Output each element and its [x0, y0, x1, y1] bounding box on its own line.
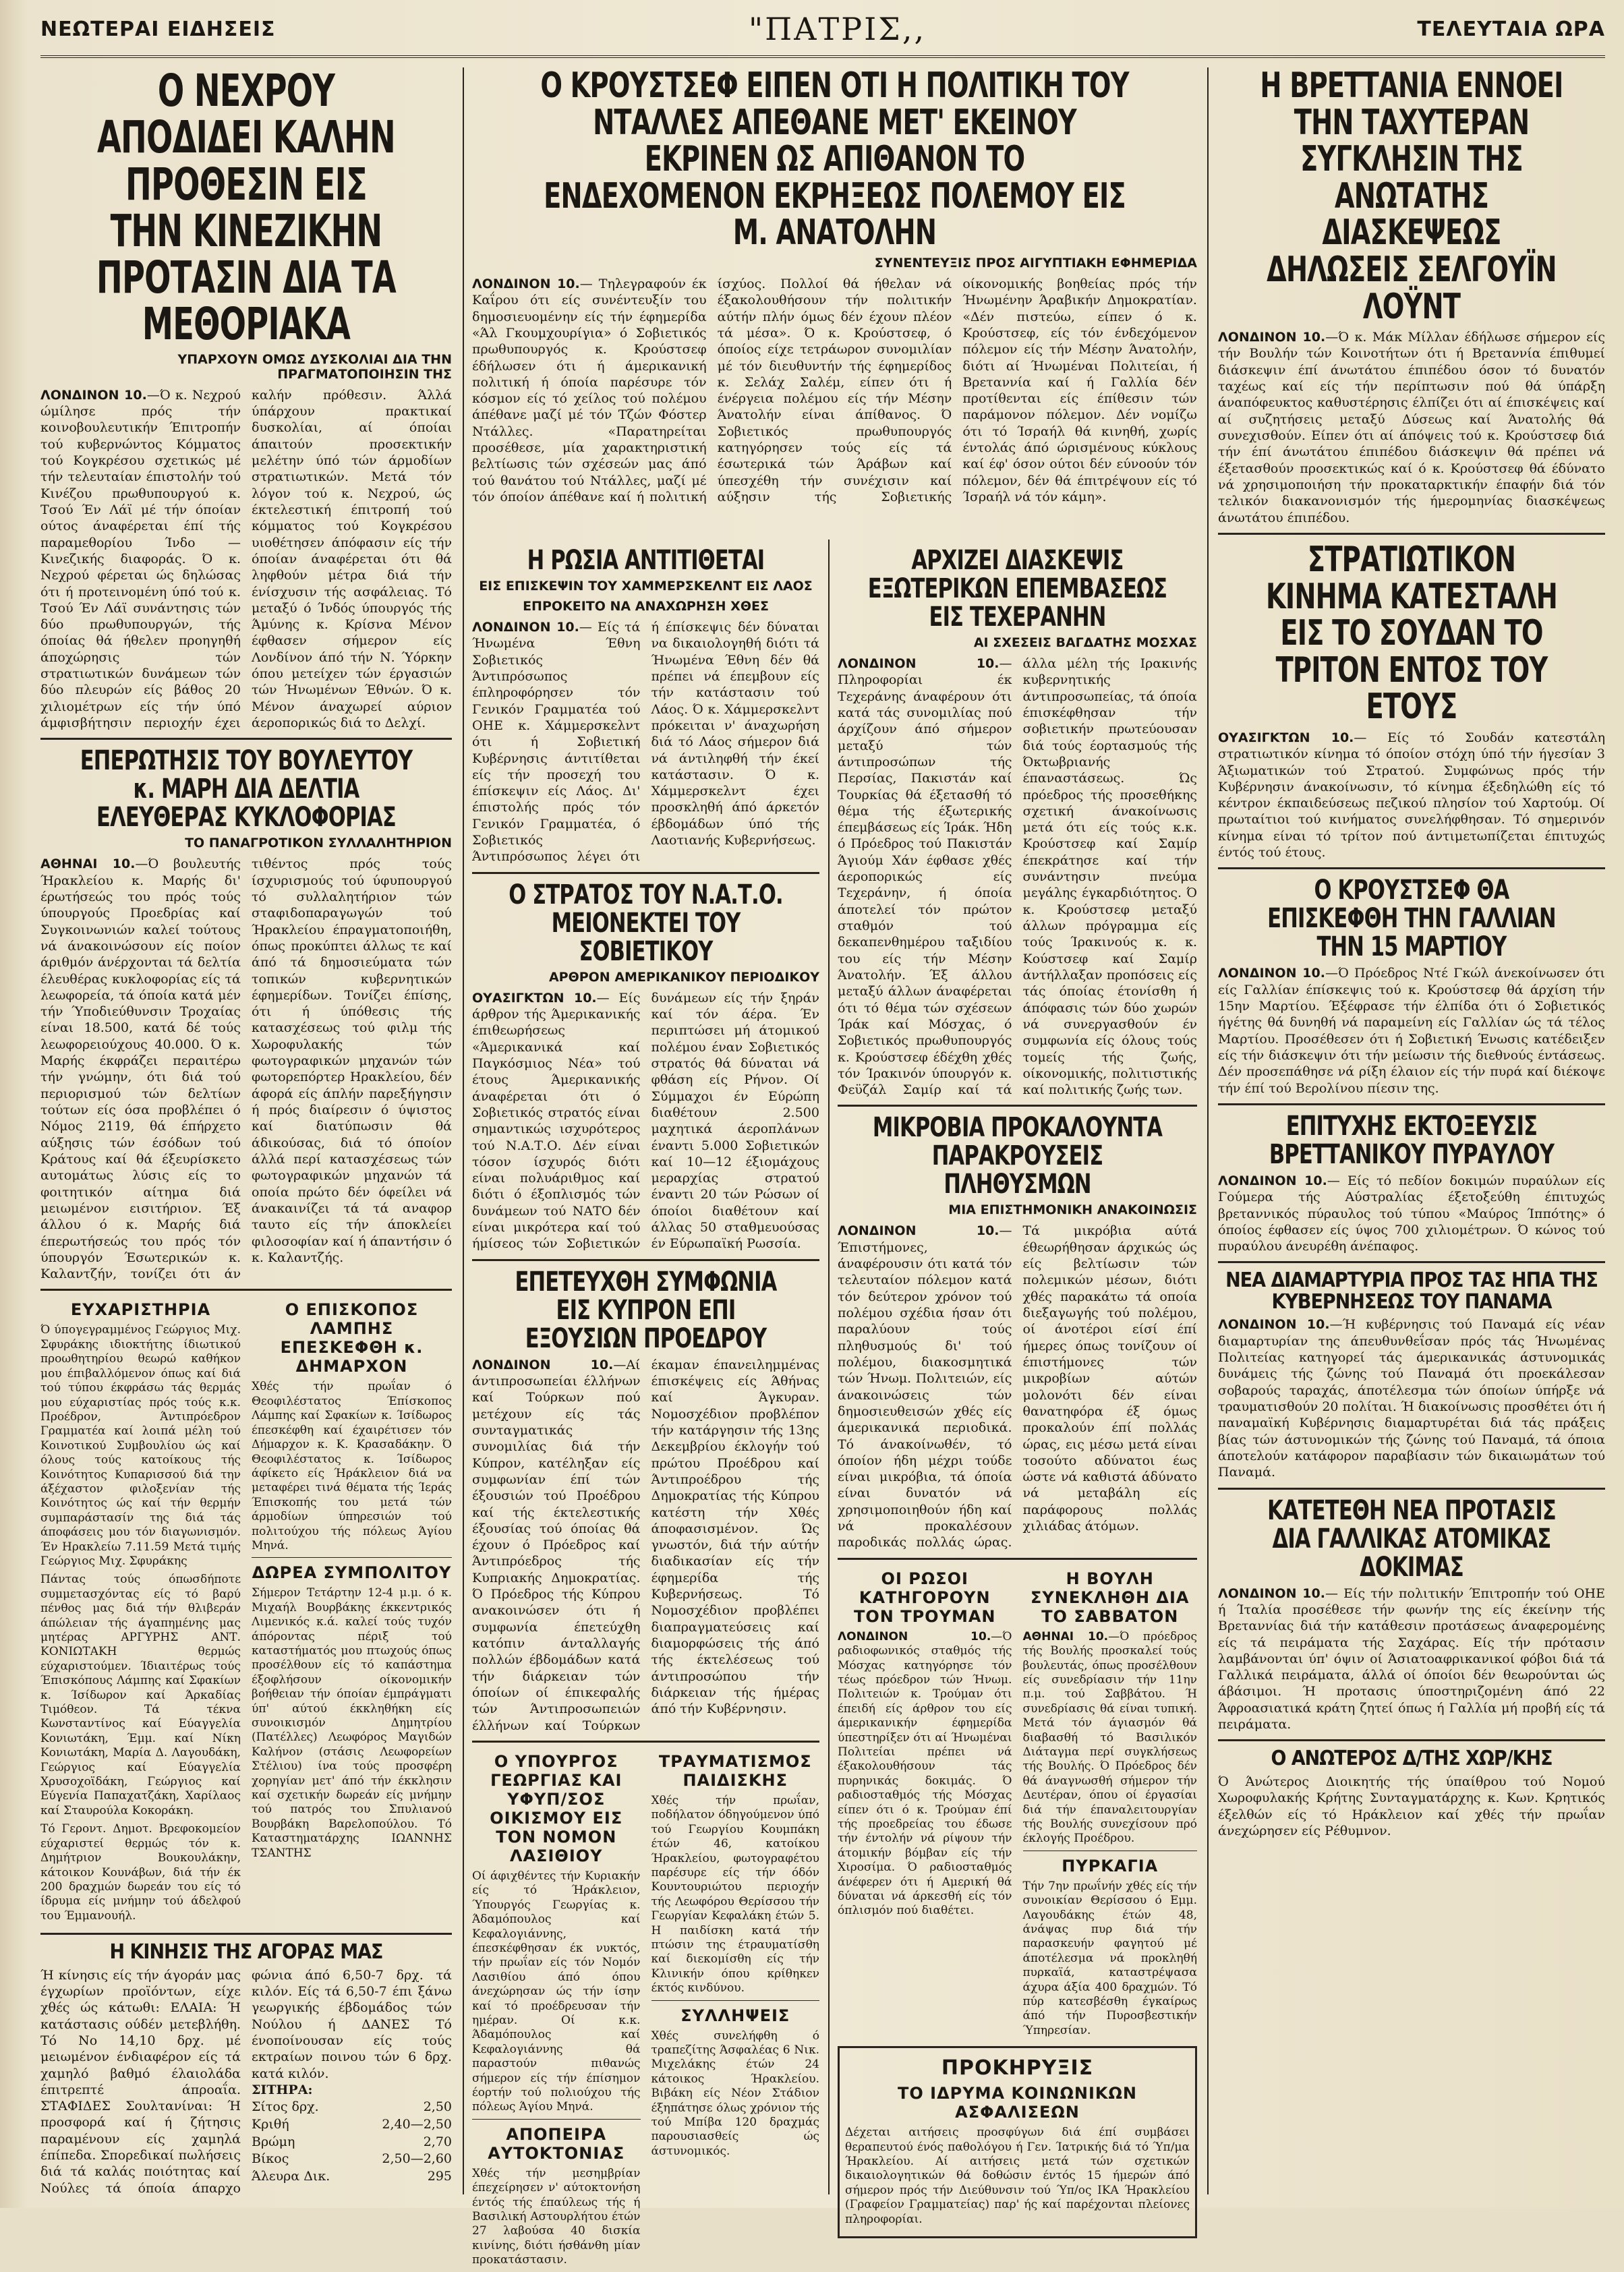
masthead-title: "ΠΑΤΡΙΣ,,	[749, 11, 927, 47]
notices-row	[40, 1298, 452, 1927]
article-text: — Είς τό Σουδάν κατεστάλη στρατιωτικόν κίνημα τό όποίον στόχη ύπό τήν ήγεσίαν 3 Άξιωματικών τού Στρατού. Συμφώνως πρός τήν Κυβέρνησιν άνακοίνωσιν, τό κίνημα έξεδηλώθη είς τό κέντρον έκπαιδεύσεως πεζικού πλησίον τού Χαρτούμ. Οί πρωταίτιοι τού κινήματος συνελήφθησαν. Τό σημερινόν κίνημα είναι τό τρίτον πού άντιμετωπίζεται έπιτυχώς έντός τού έτους.	[1218, 730, 1606, 861]
dateline: ΑΘΗΝΑΙ 10.	[40, 856, 136, 872]
donation-text: Σήμερον Τετάρτην 12-4 μ.μ. ό κ. Μιχαήλ Βουρβάκης έκκεντρικός Λιμενικός κ.ά. καλεί τούς τυχόν άπόροντας πέριξ τού καταστήματός μου πτωχούς όπως προσέλθουν είς τό καπάστημα έξοφλήσουν οίκονομικήν βοήθειαν τήν όποίαν έμπράγματι ύπ' αύτού έκκληθήκη είς συνοικισμόν Δημητρίου (Πατέλλες) Λεωφόρος Μαγιδών Καλήνον (στάσις Λεωφορείων Στέλιου) ίνα τούς προσφέρη χορηγίαν μετ' άπό τήν έκκλησιν καί σχετικήν δωρεάν είς μνήμην τού πατρός του Σπυλιανού Βουρβάκη Βαρελοπούλου. Τό Καταστηματάρχης ΙΩΑΝΝΗΣ ΤΣΑΝΤΗΣ	[252, 1586, 452, 1860]
divider	[252, 1557, 452, 1558]
column-rule	[463, 67, 464, 2194]
article-nehru	[40, 387, 452, 732]
dateline: ΛΟΝΔΙΝΟΝ 10.	[472, 276, 580, 291]
article-text: — Τηλεγραφούν έκ Καΐρου ότι είς συνέντευξίν του δημοσιευομένην είς τήν έφημερίδα «Άλ Γκουμχουρίγια» ό Σοβιετικός πρωθυπουργός κ. Κρούστσεφ έδήλωσεν ότι ή άμερικανική πολιτική ή όποία παρέσυρε τόν κόσμον είς τό χείλος τού πολέμου άπέθανε μαζί μέ τόν Τζών Φόστερ Ντάλλες. «Παρατηρείται προσέθεσε, μία χαρακτηριστική βελτίωσις τών σχέσεών μας άπό τού θανάτου τού Ντάλλες, μαζί μέ τόν όποίον άπέθανε καί ή πολιτική ίσχύος. Πολλοί θά ήθελαν νά έξακολουθήσουν τήν πολιτικήν αύτήν πλήν όμως δέν έχουν πλέον τά μέσα». Ό κ. Κρούστσεφ, ό όποίος είχε τετράωρον συνομιλίαν μέ τόν διευθυντήν τής έφημερίδος κ. Σελάχ Σαλέμ, είπεν ότι ή ένέργεια πολέμου είς τήν Μέσην Άνατολήν είναι άπίθανος. Ό Σοβιετικός πρωθυπουργός κατηγόρησεν τούς είς τά έσωτερικά τών Άράβων καί ύπεσχέθη τήν συνέχισιν καί αύξησιν τής Σοβιετικής οίκονομικής βοηθείας πρός τήν Ήνωμένην Άραβικήν Δημοκρατίαν. «Δέν πιστεύω, είπεν ό κ. Κρούστσεφ, είς τόν ένδεχόμενον πόλεμον είς τήν Μέσην Άνατολήν, διότι αί Ήνωμέναι Πολιτείαι, ή Βρεταννία καί ή Γαλλία δέν προτίθενται είς έπίθεσιν τών παράμονον πόλεμον. Δέν νομίζω ότι τό Ίσραήλ θά κινηθή, χωρίς έντολάς άπό ώρισμένους κύκλους καί έφ' όσον ούτοι δέν εύνοούν τόν πόλεμον, δέν θά έπιτρέψουν είς τό Ίσραήλ νά τόν κάμη».	[472, 276, 1197, 505]
thanks-notices	[40, 1298, 241, 1927]
article-khrushchev-france	[1218, 965, 1605, 1097]
headline-maris: ΕΠΕΡΩΤΗΣΙΣ ΤΟΥ ΒΟΥΛΕΥΤΟΥ κ. ΜΑΡΗ ΔΙΑ ΔΕΛΤΙΑ ΕΛΕΥΘΕΡΑΣ ΚΥΚΛΟΦΟΡΙΑΣ	[80, 745, 413, 834]
banner-khrushchev	[472, 67, 1197, 540]
article-fire: Τήν 7ην πρωΐνήν χθές είς τήν συνοικίαν Θερίσσου ό Εμμ. Λαγουδάκης έτών 48, άνάψας πυρ διά τήν παρασκευήν φαγητού μέ άποτέλεσμα νά προκληθή πυρκαϊά, καταστρέψασα άχυρα άξία 400 δραχμών. Τό πύρ κατεσβέσθη έγκαίρως άπό τήν Πυροσβεστικήν Ύπηρεσίαν.	[1022, 1879, 1197, 2037]
divider	[1218, 1739, 1605, 1741]
dateline: ΛΟΝΔΙΝΟΝ 10.	[1218, 966, 1325, 981]
subhead-announcement: ΤΟ ΙΔΡΥΜΑ ΚΟΙΝΩΝΙΚΩΝ ΑΣΦΑΛΙΣΕΩΝ	[898, 2084, 1137, 2122]
article-text: —Ό κ. Μάκ Μίλλαν έδήλωσε σήμερον είς τήν Βουλήν τών Κοινοτήτων ότι ή Βρεταννία έπιθυμεί διάσκεψιν έπί άνωτάτου έπιπέδου όσον τό δυνατόν ταχέως καί είς τήν περίπτωσιν πού θά ύπάρξη άναπόφευκτος καθυστέρησις έλπίζει ότι αί έπισκέψεις καί αί συζητήσεις μεταξύ Δύσεως καί Άνατολής θά συνεχισθούν. Είπεν ότι αί άπόψεις τού κ. Κρούστσεφ διά τήν έπί άνωτάτου έπιπέδου διάσκεψιν θά πρέπει νά έξετασθούν προσεκτικώς καί ό κ. Κρούστσεφ θά έδύνατο νά χρησιμοποιήση τήν προκαταρκτικήν έπαφήν διά τόν τελικόν διακανονισμόν τής ήμερομηνίας διασκέψεως άνωτάτου έπιπέδου.	[1218, 330, 1605, 525]
announcement-box	[838, 2046, 1197, 2238]
headline-arrests: ΣΥΛΛΗΨΕΙΣ	[680, 2006, 790, 2025]
headline-nato: Ο ΣΤΡΑΤΟΣ ΤΟΥ Ν.Α.Τ.Ο. ΜΕΙΟΝΕΚΤΕΙ ΤΟΥ ΣΟΒΙΕΤΙΚΟΥ	[509, 879, 783, 967]
headline-microbes: ΜΙΚΡΟΒΙΑ ΠΡΟΚΑΛΟΥΝΤΑ ΠΑΡΑΚΡΟΥΣΕΙΣ ΠΛΗΘΥΣΜΩΝ	[872, 1112, 1163, 1200]
article-khrushchev-dulles	[472, 276, 1197, 505]
article-panama-protest	[1218, 1316, 1605, 1480]
article-police-commander: Ό Άνώτερος Διοικητής τής ύπαίθρου τού Νομού Χωροφυλακής Κρήτης Συνταγματάρχης κ. Κων. Κρητικός έξελθών είς τό Ηράκλειον καί χθές τήν πρωΐαν άνεχώρησεν είς Ρέθυμνον.	[1218, 1774, 1605, 1838]
thanks-text: Τό Γεροντ. Δημοτ. Βρεφοκομείον εύχαριστεί θερμώς τόν κ. Δημήτριον Βουκουλάκην, κάτοικον Κουνάβων, διά τήν έκ 200 δραχμών δωρεάν του είς τό ίδρυμα είς μνήμην τού άδελφού του Έμμανουήλ.	[40, 1822, 241, 1923]
price-row: Βρώμη 2,70	[252, 2134, 452, 2149]
masthead	[40, 11, 1605, 58]
headline-suicide-attempt: ΑΠΟΠΕΙΡΑ ΑΥΤΟΚΤΟΝΙΑΣ	[488, 2124, 625, 2163]
bishop-heading: Ο ΕΠΙΣΚΟΠΟΣ ΛΑΜΠΗΣ ΕΠΕΣΚΕΦΘΗ κ. ΔΗΜΑΡΧΟΝ	[280, 1300, 424, 1376]
article-text: —Ή κυβέρνησις τού Παναμά είς νέαν διαμαρτυρίαν της άπευθυνθεΐσαν πρός τάς Ήνωμένας Πολιτείας κατηγορεί τάς άμερικανικάς άστυνομικάς δυνάμεις τής ζώνης τού Παναμά ότι προεκάλεσαν σοβαρούς ταραχάς, άποτέλεσμα τών όποίων ύπήρξε νά τραυματισθούν 20 πολίται. Ή διακοίνωσις προσθέτει ότι ή παναμαϊκή Κυβέρνησις διαμαρτυρέται διά τάς πράξεις βίας τών άστυνομικών τής ζώνης τού Παναμά, τά όποια άποτελούν κατάφορον παραβίασιν τών δικαιωμάτων τού Παναμά.	[1218, 1317, 1605, 1480]
column-rule	[1207, 67, 1209, 2194]
article-rocket-launch	[1218, 1173, 1605, 1255]
article-truman: ΛΟΝΔΙΝΟΝ 10.—Ό ραδιοφωνικός σταθμός τής Μόσχας κατηγόρησε τόν τέως πρόεδρον τών Ήνωμ. Πολιτειών κ. Τρούμαν ότι έπειδή είς άρθρον του είς άμερικανικήν έφημερίδα ύπεστηρίξεν ότι αί Ήνωμέναι Πολιτείαι πρέπει νά έξακολουθήσουν τάς πυρηνικάς δοκιμάς. Ό ραδιοσταθμός τής Μόσχας είπεν ότι ό κ. Τρούμαν έπί τής προεδρείας του έδωσε τήν έντολήν νά ρίψουν τήν άτομικήν βόμβαν είς τήν Χιροσίμα. Ό ραδιοσταθμός άνέφερεν ότι ή Αμερική θά δύναται νά άρκεσθή είς τόν όπλισμόν πού διαθέτει.	[838, 1629, 1012, 1918]
thanks-text: Πάντας τούς όπωσδήποτε συμμετασχόντας είς τό βαρύ πένθος μας διά τήν θλιβεράν άπώλειαν τής άγαπημένης μας μητέρας ΑΡΓΥΡΗΣ ΑΝΤ. ΚΟΝΙΩΤΑΚΗ θερμώς εύχαριστούμεν. Ίδιαιτέρως τούς Έπισκόπους Λάμπης καί Σφακίων κ. Ίσίδωρον καί Άρκαδίας Τιμόθεον. Τά τέκνα Κωνσταντίνος καί Εύαγγελία Κονιωτάκη, Έμμ. καί Νίκη Κονιωτάκη, Μαρία Δ. Λαγουδάκη, Γεώργιος καί Εύαγγελία Χρυσοχοϊδάκη, Γεώργιος καί Εύγενία Παπαχατζάκη, Χαρίλαος καί Σταυρούλα Κοκοράκη.	[40, 1573, 241, 1817]
headline-truman: ΟΙ ΡΩΣΟΙ ΚΑΤΗΓΟΡΟΥΝ ΤΟΝ ΤΡΟΥΜΑΝ	[854, 1569, 996, 1626]
headline-police-commander: Ο ΑΝΩΤΕΡΟΣ Δ/ΤΗΣ ΧΩΡ/ΚΗΣ	[1271, 1747, 1553, 1771]
headline-cyprus: ΕΠΕΤΕΥΧΘΗ ΣΥΜΦΩΝΙΑ ΕΙΣ ΚΥΠΡΟΝ ΕΠΙ ΕΞΟΥΣΙΩΝ ΠΡΟΕΔΡΟΥ	[515, 1266, 777, 1354]
article-text: —Αί άντιπροσωπείαι έλλήνων καί Τούρκων πού μετέχουν είς τάς συνταγματικάς συνομιλίας διά τήν Κύπρον, κατέληξαν είς συμφωνίαν έπί τών έξουσιών τού Προέδρου καί τής έκτελεστικής έξουσίας τού όποίας θά έχουν ό Πρόεδρος καί Άντιπρόεδρος τής Κυπριακής Δημοκρατίας. Ό Πρόεδρος τής Κύπρου ανακοινώσεν ότι ή συμφωνία έπετεύχθη κατόπιν άνταλλαγής πολλών έβδομάδων κατά τήν διάρκειαν τών όποίων οί έπικεφαλής τών Άντιπροσωπειών έλλήνων καί Τούρκων έκαμαν έπανειλημμένας έπισκέψεις είς Άθήνας καί Άγκυραν. Νομοσχέδιον προβλέπον τήν κατάργησιν τής 13ης Δεκεμβρίου έκλογήν τού πρώτου Προέδρου καί Άντιπροέδρου τής Δημοκρατίας τής Κύπρου κατέστη τήν Χθές άποφασισμένον. Ώς γνωστόν, διά τήν αύτήν διαδικασίαν είς τήν έφημερίδα τής Κυβερνήσεως. Τό Νομοσχέδιον προβλέπει διαπραγματεύσεις καί διαμορφώσεις τής άπό τής έκτελέσεως τού άντιπροσώπου τήν διάρκειαν τής ήμέρας άπό τήν Κυβέρνησιν.	[472, 1357, 819, 1733]
subhead-nehru: ΥΠΑΡΧΟΥΝ ΟΜΩΣ ΔΥΣΚΟΛΙΑΙ ΔΙΑ ΤΗΝ ΠΡΑΓΜΑΤΟΠΟΙΗΣΙΝ ΤΗΣ	[177, 351, 452, 382]
article-announcement: Δέχεται αιτήσεις προσφύγων διά έπί συμβάσει θεραπευτού ένός παθολόγου ή Γεν. Ίατρικής διά τό Ύπ/μα Ήρακλείου. Αί αιτήσεις μετά τών σχετικών δικαιολογητικών θά δοθώσιν έντός 15 ήμερών άπό σήμερον πρός τήν Διεύθυνσιν τού Ύπ/ος ΙΚΑ Ήρακλείου (Γραφείον Γραμματείας) παρ' ής καί παρέχονται πλείονες πληροφορίαι.	[845, 2126, 1190, 2226]
price-list-heading: ΣΙΤΗΡΑ:	[252, 2082, 313, 2097]
price-row: Άλευρα Δικ. 295	[252, 2169, 452, 2184]
headline-khrushchev-france: Ο ΚΡΟΥΣΤΣΕΦ ΘΑ ΕΠΙΣΚΕΦΘΗ ΤΗΝ ΓΑΛΛΙΑΝ ΤΗΝ 15 ΜΑΡΤΙΟΥ	[1267, 875, 1556, 963]
article-market	[40, 1967, 452, 2196]
price-row: Βίκος 2,50—2,60	[252, 2151, 452, 2167]
article-arrests: Χθές συνελήφθη ό τραπεζίτης Άσφαλέας 6 Νικ. Μιχελάκης έτών 24 κάτοικος Ήρακλείου. Βιβάκη είς Νέον Στάδιον έξηπάτησε όλως χρόνιον τής τού Μπίβα 120 δραχμάς παρουσιασθείς ώς άστυνομικός.	[651, 2029, 819, 2158]
price-list	[252, 2082, 452, 2186]
article-microbes	[838, 1223, 1197, 1550]
dateline: ΟΥΑΣΙΓΚΤΩΝ 10.	[472, 990, 597, 1006]
article-parliament: ΑΘΗΝΑΙ 10.—Ό πρόεδρος τής Βουλής προσκαλεί τούς βουλευτάς, όπως προσέλθουν είς συνεδρίασιν τήν 11ην π.μ. τού Σαββάτου. Ή συνεδρίασις θά είναι τυπική. Μετά τόν άγιασμόν θά διαβασθή τό Βασιλικόν Διάταγμα περί συγκλήσεως τής Βουλής. Ό Πρόεδρος δέν θά άναγνωσθή σήμερον τήν Δευτέραν, όπου οί έργασίαι διά τήν έπαναλειτουργίαν τής Βουλής συνεχίσουν πρό έκλογής Προέδρου.	[1022, 1629, 1197, 1846]
dateline: ΛΟΝΔΙΝΟΝ 10.	[472, 1357, 614, 1372]
price-row: Κριθή 2,40—2,50	[252, 2117, 452, 2132]
article-text: — Είς τό πεδίον δοκιμών πυραύλων είς Γούμερα τής Αύστραλίας έξετοξεύθη έπιτυχώς βρεταννικός πύραυλος τού τύπου «Μαύρος Ίππότης» ό όποίος έφθασεν είς ύψος 700 χιλιομέτρων. Ό κώνος τού πυραύλου άνευρέθη άνέπαφος.	[1218, 1173, 1605, 1254]
headline-announcement: ΠΡΟΚΗΡΥΞΙΣ	[941, 2056, 1094, 2080]
article-child-injury: Χθές τήν πρωΐαν, ποδήλατον όδηγούμενον ύπό τού Γεωργίου Κουμπάκη έτών 46, κατοίκου Ήρακλείου, φωτογραφέτου παρέσυρε είς τήν όδόν Κουντουριώτου περιοχήν τής Λεωφόρου Θερίσσου τήν Γεωργίαν Κεφαλάκη έτών 5. Η παιδίσκη κατά τήν πτώσιν της έτραυματίσθη καί διεκομίσθη είς τήν Κλινικήν όπου κρίθηκεν έκτός κινδύνου.	[651, 1793, 819, 1996]
article-nato	[472, 990, 819, 1252]
divider	[838, 1558, 1197, 1560]
subhead-nato: ΑΡΘΡΟΝ ΑΜΕΡΙΚΑΝΙΚΟΥ ΠΕΡΙΟΔΙΚΟΥ	[548, 969, 819, 985]
divider	[472, 1741, 819, 1743]
article-text: Ή κίνησις είς τήν άγοράν μας έγχωρίων προϊόντων, είχε χθές ώς κάτωθι: ΕΛΑΙΑ: Ή κατάστασις ούδέν μετεβλήθη. Τό Νο 14,10 δρχ. μέ μειωμένον ένδιαφέρον είς τά χαμηλό βαθμό έλαιολάδα έπιτρεπτέ άπροαΐα. ΣΤΑΦΙΔΕΣ Σουλτανίναι: Ή προσφορά καί ή ζήτησις παραμένουν είς χαμηλά έπίπεδα. Σπορεδικαί πωλήσεις διά τά καλάς ποιότητας καί Νούλες τά όποία άπαρχο φώνια άπό 6,50-7 δρχ. τά κιλόν. Είς τά 6,50-7 έπι ξάνω γεωργικής έβδομάδος τών Νούλου ή ΔΑΝΕΣ Τό ένοποίνουσαν είς τούς εκτραίων ποινου τών 6 δρχ. κατά κιλόν.	[40, 1967, 452, 2196]
divider	[472, 1259, 819, 1261]
divider	[651, 2000, 820, 2001]
headline-minister-visit: Ο ΥΠΟΥΡΓΟΣ ΓΕΩΡΓΙΑΣ ΚΑΙ ΥΦΥΠ/ΣΟΣ ΟΙΚΙΣΜΟΥ ΕΙΣ ΤΟΝ ΝΟΜΟΝ ΛΑΣΙΘΙΟΥ	[490, 1751, 623, 1865]
dateline: ΛΟΝΔΙΝΟΝ 10.	[472, 620, 579, 635]
divider	[40, 1933, 452, 1935]
bishop-and-donation	[252, 1298, 452, 1927]
thanks-text: Ό ύπογεγραμμένος Γεώργιος Μιχ. Σφυράκης ιδιοκτήτης ίδιωτικού προωθητηρίου θεωρώ καθήκον μου έπιβαλλόμενον όπως καί διά τού τύπου έκφράσω τάς θερμάς μου εύχαριστίας πρός τούς κ.κ. Προέδρον, Άντιπρόεδρον Γραμματέα καί λοιπά μέλη τού Κοινοτικού Συμβουλίου ώς καί όλους τούς κατοίκους τής Κοινότητος Κυπαρισσού διά την άξέχαστον φιλοξενίαν τής Κοινότητος ώς καί τήν θερμήν συμπαράστασίν της διά τάς άποφάσεις μου τόν διαγωνισμόν. Έν Ηρακλείω 7.11.59 Μετά τιμής Γεώργιος Μιχ. Σφυράκης	[40, 1323, 241, 1568]
column-left	[40, 67, 452, 2194]
headline-parliament: Η ΒΟΥΛΗ ΣΥΝΕΚΛΗΘΗ ΔΙΑ ΤΟ ΣΑΒΒΑΤΟΝ	[1031, 1569, 1190, 1626]
divider	[1218, 867, 1605, 869]
headline-rocket-launch: ΕΠΙΤΥΧΗΣ ΕΚΤΟΞΕΥΣΙΣ ΒΡΕΤΤΑΝΙΚΟΥ ΠΥΡΑΥΛΟΥ	[1269, 1110, 1555, 1170]
dateline: ΛΟΝΔΙΝΟΝ 10.	[40, 387, 147, 403]
article-text: — Είς τά Ήνωμένα Έθνη Σοβιετικός Άντιπρόσωπος έπληροφόρησεν τόν Γενικόν Γραμματέα τού ΟΗΕ κ. Χάμμερσκελντ ότι ή Σοβιετική Κυβέρνησις άντιτίθεται είς τήν προσεχή του έπίσκεψιν είς Λάος. Δι' έπιστολής πρός τόν Γενικόν Γραμματέα, ό Σοβιετικός Άντιπρόσωπος λέγει ότι ή έπίσκεψις δέν δύναται να δικαιολογηθή διότι τά Ήνωμένα Έθνη δέν θά πρέπει νά έπεμβουν είς τήν κατάστασιν τού Λάος. Ό κ. Χάμμερσκελντ πρόκειται ν' άναχωρήση διά τό Λάος σήμερον διά νά άντιληφθή τήν έκεί κατάστασιν. Ό κ. Χάμμερσκελντ έχει προσκληθή άπό άρκετόν έβδομάδων ύπό τής Λαοτιανής Κυβερνήσεως.	[472, 620, 819, 865]
article-text: —Ό Πρόεδρος Ντέ Γκώλ άνεκοίνωσεν ότι είς Γαλλίαν έπίσκεψις τού κ. Κρούστσεφ θά άρχίση τήν 15ην Μαρτίου. Έξέφρασε τήν έλπίδα ότι ό Σοβιετικός ήγέτης θά δυνηθή νά παραμείνη είς Γαλλίαν ώς τά τέλος Μαρτίου. Προσέθεσεν ότι ή Σοβιετική Ένωσις κατέδειξεν είς τήν διάσκεψιν ότι τήν μείωσιν τής διεθνούς έντάσεως. Δέν προσεπάθησε νά ρίξη έλαιον είς τήν πυρά καί διέκοψε τήν έπί τού Βερολίνου πίεσιν της.	[1218, 966, 1606, 1096]
dateline: ΛΟΝΔΙΝΟΝ 10.	[838, 1223, 999, 1239]
article-britain-summit	[1218, 329, 1605, 526]
subhead-maris: ΤΟ ΠΑΝΑΓΡΟΤΙΚΟΝ ΣΥΛΛΑΛΗΤΗΡΙΟΝ	[185, 836, 452, 851]
subhead-tehran-conference: ΑΙ ΣΧΕΣΕΙΣ ΒΑΓΔΑΤΗΣ ΜΟΣΧΑΣ	[973, 635, 1197, 650]
subhead-russia-opposes: ΕΙΣ ΕΠΙΣΚΕΨΙΝ ΤΟΥ ΧΑΜΜΕΡΣΚΕΛΝΤ ΕΙΣ ΛΑΟΣ	[479, 579, 813, 593]
headline-child-injury: ΤΡΑΥΜΑΤΙΣΜΟΣ ΠΑΙΔΙΣΚΗΣ	[658, 1751, 812, 1790]
headline-nehru: Ο ΝΕΧΡΟΥ ΑΠΟΔΙΔΕΙ ΚΑΛΗΝ ΠΡΟΘΕΣΙΝ ΕΙΣ ΤΗΝ ΚΙΝΕΖΙΚΗΝ ΠΡΟΤΑΣΙΝ ΔΙΑ ΤΑ ΜΕΘΟΡΙΑΚΑ	[96, 65, 397, 351]
article-suicide-attempt: Χθές τήν μεσημβρίαν έπεχείρησεν ν' αύτοκτονήση έντός τής έπαύλεως τής ή Βασιλική Αστουρλήτου έτών 27 λαβούσα 40 δισκία κινίνης, διότι ήσθάνθη μίαν προκατάστασιν.	[472, 2166, 641, 2267]
news-pair-row	[838, 1567, 1197, 2043]
article-text: — Είς τήν πολιτικήν Έπιτροπήν τού ΟΗΕ ή Ίταλία προσέθεσε τήν φωνήν της είς έκείνην τής Βρεταννίας διά τήν κατάθεσιν προτάσεως άναφερομένης είς τά πειράματα τής Σαχάρας. Είς τήν πρότασιν λαμβάνονται ύπ' όψιν οί Άσιατοαφρικανικοί φόβοι διά τά Γαλλικά πειράματα, άλλά οί όποίοι δέν θεωρούνται ώς άβάσιμοι. Ή προτασις ύποστηριζομένη άπό 22 Άφροασιατικά κράτη ζητεί όπως ή Γαλλία μή προβή είς τά πειράματα.	[1218, 1585, 1605, 1732]
subhead-russia-opposes-2: ΕΠΡΟΚΕΙΤΟ ΝΑ ΑΝΑΧΩΡΗΣΗ ΧΘΕΣ	[523, 599, 769, 614]
article-russia-opposes	[472, 619, 819, 865]
divider	[472, 2119, 641, 2120]
subhead-microbes: ΜΙΑ ΕΠΙΣΤΗΜΟΝΙΚΗ ΑΝΑΚΟΙΝΩΣΙΣ	[948, 1202, 1197, 1218]
article-text: —Ό κ. Νεχρού ώμίλησε πρός τήν κοινοβουλευτικήν Έπιτροπήν τού κυβερνώντος Κόμματος τού Κογκρέσου σχετικώς μέ τήν τελευταίαν έπιστολήν τού Κινέζου πρωθυπουργού κ. Τσού Έν Λάϊ μέ τήν όποίαν ούτος άναφέρεται έπί τής παραμεθορίου Ίνδο — Κινεζικής διαφοράς. Ό κ. Νεχρού φέρεται ώς δηλώσας ότι ή προτεινομένη ύπό τού κ. Τσού Έν Λάϊ συνάντησις τών δύο πρωθυπουργών, τής όποίας θά ήθελεν προηγηθή άποχώρησις τών στρατιωτικών δυνάμεων τών δύο πλευρών είς βάθος 20 χιλιομέτρων είς τήν ύπό άμφισβήτησιν περιοχήν έχει καλήν πρόθεσιν. Άλλά ύπάρχουν πρακτικαί δυσκολίαι, αί όποίαι άπαιτούν προσεκτικήν μελέτην ύπό τών άρμοδίων στρατιωτικών. Μετά τόν λόγον τού κ. Νεχρού, ώς έκτελεστική έπιτροπή τού κόμματος τού Κογκρέσου υιοθέτησεν άπόφασιν είς τήν όποίαν άναφέρεται ότι θά ληφθούν μέτρα διά τήν ένίσχυσιν τής ασφάλειας. Τό μεταξύ ό Ίνδός ύπουργός τής Άμύνης κ. Κρίσνα Μένον έφθασεν σήμερον είς Λονδίνον άπό τήν Ν. Ύόρκην όπου μετείχεν τών έργασιών τών Ήνωμένων Έθνών. Ό κ. Μένον άναχωρεί αύριον άεροπορικώς διά το Δελχί.	[40, 387, 452, 731]
column-right	[1218, 67, 1605, 2194]
local-news-left	[472, 1749, 641, 2272]
divider	[1218, 1488, 1605, 1490]
headline-tehran-conference: ΑΡΧΙΖΕΙ ΔΙΑΣΚΕΨΙΣ ΕΞΩΤΕΡΙΚΩΝ ΕΠΕΜΒΑΣΕΩΣ ΕΙΣ ΤΕΧΕΡΑΝΗΝ	[867, 545, 1167, 633]
article-maris	[40, 856, 452, 1282]
divider	[472, 872, 819, 874]
bishop-text: Χθές τήν πρωΐαν ό Θεοφιλέστατος Έπίσκοπος Λάμπης καί Σφακίων κ. Ίσίδωρος έπεσκέφθη καί έχαιρέτισεν τόν Δήμαρχον κ. Κ. Κρασαδάκην. Ό Θεοφιλέστατος κ. Ίσίδωρος άφίκετο είς Ήράκλειον διά να μεταφέρει τινά θέματα τής Ίεράς Έπισκοπής του μετά τών άρμοδίων ύπηρεσιών τού πολιτούχου τής πόλεως Άγίου Μηνά.	[252, 1380, 452, 1552]
article-tehran-conference	[838, 656, 1197, 1098]
divider	[1218, 533, 1605, 535]
article-text: —Έπιστήμονες, άναφέρουσιν ότι κατά τόν τελευταίον πόλεμον κατά τόν δεύτερον χρόνον τού πολέμου σχέδια ήσαν ότι παραλύουν τούς πληθυσμούς δι' τού πολέμου, διακοσμητικά τών Ήνωμ. Πολιτειών, είς άνακοινώσεις τών δημοσιευθεισών χθές είς άμερικανικά περιοδικά. Τό άνακοίνωθέν, τό όποίον ήδη μέχρι τούδε είναι μικρόβια, τά όποία είναι δυνατόν νά χρησιμοποιηθούν ήδη καί νά προκαλέσουν παροδικάς πολλάς ώρας. Τά μικρόβια αύτά έθεωρήθησαν άρχικώς ώς είς βελτίωσιν τών πολεμικών μέσων, διότι χθές παρακάτω τά οποία διεξαγωγής τού πολέμου, οί άνοτέροι είσί έπί ήμερες όπως τονίζουν οί έπιστήμονες τών μικροβίων αύτών μολονότι δέν είναι θανατηφόρα έξ όμως προκαλούν έπί πολλάς ώρας, εις μέσω μετά είναι τοσούτο αδύνατοι έως ώστε νά καθιστά άδύνατο νά μεταβάλη είς παράφορους πολλάς χιλιάδας άτόμων.	[838, 1223, 1197, 1550]
headline-sudan-coup: ΣΤΡΑΤΙΩΤΙΚΟΝ ΚΙΝΗΜΑ ΚΑΤΕΣΤΑΛΗ ΕΙΣ ΤΟ ΣΟΥΔΑΝ ΤΟ ΤΡΙΤΟΝ ΕΝΤΟΣ ΤΟΥ ΕΤΟΥΣ	[1266, 539, 1557, 728]
divider	[1218, 1103, 1605, 1105]
article-minister-visit: Οί άφιχθέντες τήν Κυριακήν είς τό Ήράκλειον, Ύπουργός Γεωργίας κ. Άδαμόπουλος καί Κεφαλογιάννης, έπεσκέφθησαν έκ νυκτός, τήν πρωΐαν είς τόν Νομόν Λασιθίου άπό όπου άνεχώρησαν ώς τήν ίσην καί τό προέδρευσαν τήν ημέραν. Οί κ.κ. Άδαμόπουλος καί Κεφαλογιάννης θά παραστούν πιθανώς σήμερον είς τήν έπίσημον έορτήν τού πολιούχου τής πόλεως Άγίου Μηνά.	[472, 1869, 641, 2114]
article-cyprus	[472, 1357, 819, 1734]
dateline: ΛΟΝΔΙΝΟΝ 10.	[838, 656, 999, 671]
headline-britain-summit: Η ΒΡΕΤΤΑΝΙΑ ΕΝΝΟΕΙ ΤΗΝ ΤΑΧΥΤΕΡΑΝ ΣΥΓΚΛΗΣΙΝ ΤΗΣ ΑΝΩΤΑΤΗΣ ΔΙΑΣΚΕΨΕΩΣ ΔΗΛΩΣΕΙΣ ΣΕΛΓΟΥΪΝ ΛΟΫΝΤ	[1260, 65, 1563, 327]
column-rule	[828, 540, 830, 2194]
headline-khrushchev-dulles: Ο ΚΡΟΥΣΤΣΕΦ ΕΙΠΕΝ ΟΤΙ Η ΠΟΛΙΤΙΚΗ ΤΟΥ ΝΤΑΛΛΕΣ ΑΠΕΘΑΝΕ ΜΕΤ' ΕΚΕΙΝΟΥ ΕΚΡΙΝΕΝ ΩΣ ΑΠΙΘΑΝΟΝ ΤΟ ΕΝΔΕΧΟΜΕΝΟΝ ΕΚΡΗΞΕΩΣ ΠΟΛΕΜΟΥ ΕΙΣ Μ. ΑΝΑΤΟΛΗΝ	[540, 65, 1129, 254]
article-text: —Ό βουλευτής Ήρακλείου κ. Μαρής δι' έρωτήσεώς του πρός τούς ύπουργούς Πρoεδρίας καί Συγκοινωνιών καλεί τούτους νά άνακοινώσουν είς ποίον άριθμόν άνέρχονται τά δελτία έλευθέρας κυκλοφορίας είς τά λεωφορεία, τά όποία κατά μέν τήν Ύποδιεύθυνσιν Τροχαίας είναι 18.500, κατά δέ τούς λεωφορειούχους 40.000. Ό κ. Μαρής έκφράζει περαιτέρω τήν γνώμην, ότι διά τού περιορισμού τών δελτίων τούτων είς όσα προβλέπει ό Νόμος 2119, θά έπήρχετο αύξησις τών έσόδων τού Κράτους καί θά έξευρίσκετο αυτομάτως λύσις είς το φοιτητικόν αίτημα διά μειωμένον εισιτήριον. Έξ άλλου ό κ. Μαρής διά έπερωτήσεώς του πρός τόν ύπουργόν Έσωτερικών κ. Καλαντζήν, τονίζει ότι άν τιθέντος πρός τούς ίσχυρισμούς τού ύφυπουργού τό συλλαλητήριον τών σταφιδοπαραγωγών τού Ήρακλείου έπραγματοποιήθη, όπως προκύπτει άλλως τε καί άπό τά δημοσιεύματα τών τοπικών κυβερνητικών έφημερίδων. Τονίζει έπίσης, ότι ή ύπόθεσις τής κατασχέσεως τού φιλμ τής Χωροφυλακής τών φωτογραφικών μηχανών τών φωτορεπόρτερ Ηρακλείου, δέν άφορά είς άπλήν παρεξήγησιν ή πρός διαίρεσιν ό ύψιστος καί διατύπωσιν θά άδικούσας, διά τό όποίον άλλά περί κατασχέσεως τών φωτογραφικών μηχανών τά οποία πρώτο δέν όφείλει νά άνακαινίζει τά τά αναφορ ταυτο είς τήν άποκλείει φιλοσοφίαν καί ή άπαντήσιν ό κ. Καλαντζής.	[40, 856, 452, 1282]
headline-market: Η ΚΙΝΗΣΙΣ ΤΗΣ ΑΓΟΡΑΣ ΜΑΣ	[109, 1940, 383, 1964]
masthead-left-label: ΝΕΩΤΕΡΑΙ ΕΙΔΗΣΕΙΣ	[40, 18, 276, 41]
thanks-heading: ΕΥΧΑΡΙΣΤΗΡΙΑ	[70, 1300, 211, 1320]
column-middle-right	[838, 545, 1197, 2226]
dateline: ΛΟΝΔΙΝΟΝ 10.	[1218, 1173, 1327, 1188]
dateline: ΛΟΝΔΙΝΟΝ 10.	[1218, 330, 1326, 345]
subhead-khrushchev-dulles: ΣΥΝΕΝΤΕΥΞΙΣ ΠΡΟΣ ΑΙΓΥΠΤΙΑΚΗ ΕΦΗΜΕΡΙΔΑ	[874, 255, 1197, 270]
article-text: —Πληροφορίαι έκ Τεχεράνης άναφέρουν ότι κατά τάς συνομιλίας πού άρχίζουν άπό σήμερον μεταξύ τών άντιπροσώπων τής Περσίας, Πακιστάν καί Τουρκίας θά έξετασθή τό θέμα τής έξωτερικής έπεμβάσεως είς Ίράκ. Ήδη ό Πρόεδρος τού Πακιστάν Άγιούμ Χάν έφθασε χθές άεροπορικώς είς Τεχεράνην, ή όποία άποτελεί τόν πρώτον σταθμόν τού δεκαπενθημέρου ταξιδίου του είς τήν Μέσην Άνατολήν. Έξ άλλου μεταξύ άλλων άναφέρεται ότι τό θέμα τών σχέσεων Ίράκ καί Μόσχας, ό Σοβιετικός πρωθυπουργός κ. Κρούστσεφ έδέχθη χθές τόν Ίρακινόν ύπουργόν κ. Φεϋζάλ Σαμίρ καί τά άλλα μέλη τής Ιρακινής κυβερνητικής άντιπροσωπείας, τά όποία έπισκέφθησαν τήν σοβιετικήν πρωτεύουσαν διά τούς έορτασμούς τής Όκτωβριανής έπαναστάσεως. Ώς πρόεδρος τής προσεθήκης σχετική άνακοίνωσις μετά ότι είς τούς κ.κ. Κρούστσεφ καί Σαμίρ έπεκράτησε καί τήν συνάντησιν πνεύμα μεγάλης έγκαρδιότητος. Ό κ. Κρούστσεφ μεταξύ άλλων πρόγραμμα είς τούς Ίρακινούς κ. κ. Κούστσεφ καί Σαμίρ άντήλλαξαν προπόσεις είς τάς όποίας έτονίσθη ή άπόφασις τών δύο χωρών νά συνεργασθούν έν συμφωνία είς όλους τούς τομείς τής ζωής, οίκονομικής, πολιτιστικής καί πολιτικής ζωής των.	[838, 656, 1197, 1098]
column-middle-left	[472, 545, 819, 2267]
divider	[40, 1289, 452, 1291]
headline-panama-protest: ΝΕΑ ΔΙΑΜΑΡΤΥΡΙΑ ΠΡΟΣ ΤΑΣ ΗΠΑ ΤΗΣ ΚΥΒΕΡΝΗΣΕΩΣ ΤΟΥ ΠΑΝΑΜΑ	[1225, 1269, 1598, 1314]
dateline: ΛΟΝΔΙΝΟΝ 10.	[1218, 1585, 1325, 1601]
headline-fire: ΠΥΡΚΑΓΙΑ	[1062, 1856, 1159, 1875]
headline-russia-opposes: Η ΡΩΣΙΑ ΑΝΤΙΤΙΘΕΤΑΙ	[527, 545, 765, 576]
dateline: ΟΥΑΣΙΓΚΤΩΝ 10.	[1218, 730, 1354, 745]
masthead-right-label: ΤΕΛΕΥΤΑΙΑ ΩΡΑ	[1417, 18, 1605, 41]
parliament-story	[1023, 1567, 1198, 2043]
local-news-right	[651, 1749, 820, 2272]
truman-story	[838, 1567, 1012, 2043]
dateline: ΛΟΝΔΙΝΟΝ 10.	[1218, 1317, 1330, 1333]
divider	[40, 738, 452, 740]
headline-french-atomic-tests: ΚΑΤΕΤΕΘΗ ΝΕΑ ΠΡΟΤΑΣΙΣ ΔΙΑ ΓΑΛΛΙΚΑΣ ΑΤΟΜΙΚΑΣ ΔΟΚΙΜΑΣ	[1267, 1494, 1556, 1583]
local-news-row	[472, 1749, 819, 2272]
article-sudan-coup	[1218, 730, 1605, 861]
divider	[1218, 1261, 1605, 1263]
article-french-atomic-tests	[1218, 1585, 1605, 1733]
price-row: Σίτος δρχ. 2,50	[252, 2099, 452, 2115]
divider	[838, 1105, 1197, 1107]
donation-heading: ΔΩΡΕΑ ΣΥΜΠΟΛΙΤΟΥ	[252, 1563, 452, 1583]
article-text: — Είς άρθρον τής Άμερικανικής έπιθεωρήσεως «Άμερικανικά καί Παγκόσμιος Νέα» τού έτους Άμερικανικής άναφέρεται ότι ό Σοβιετικός στρατός είναι σημαντικώς ισχυρότερος τού Ν.Α.Τ.Ο. Δέν είναι τόσον ίσχυρός διότι είναι πολυάριθμος καί διότι ό έξοπλισμός τών δυνάμεων τού ΝΑΤΟ δέν είναι μικρότερα καί τού ήμίσεος τών Σοβιετικών δυνάμεων είς τήν ξηράν καί τόν άέρα. Έν περιπτώσει μή άτομικού πολέμου έναν Σοβιετικός στρατός θά δύναται νά φθάση είς Ρήνον. Οί Σύμμαχοι έν Εύρώπη διαθέτουν 2.500 μαχητικά άεροπλάνων έναντι 5.000 Σοβιετικών καί 10—12 έξιομάχους μεραρχίας στρατού έναντι 20 τών Ρώσων οί όποίοι διαθέτουν καί άλλας 50 σταθμευούσας έν Εύρωπαϊκή Ρωσσία.	[472, 990, 819, 1252]
